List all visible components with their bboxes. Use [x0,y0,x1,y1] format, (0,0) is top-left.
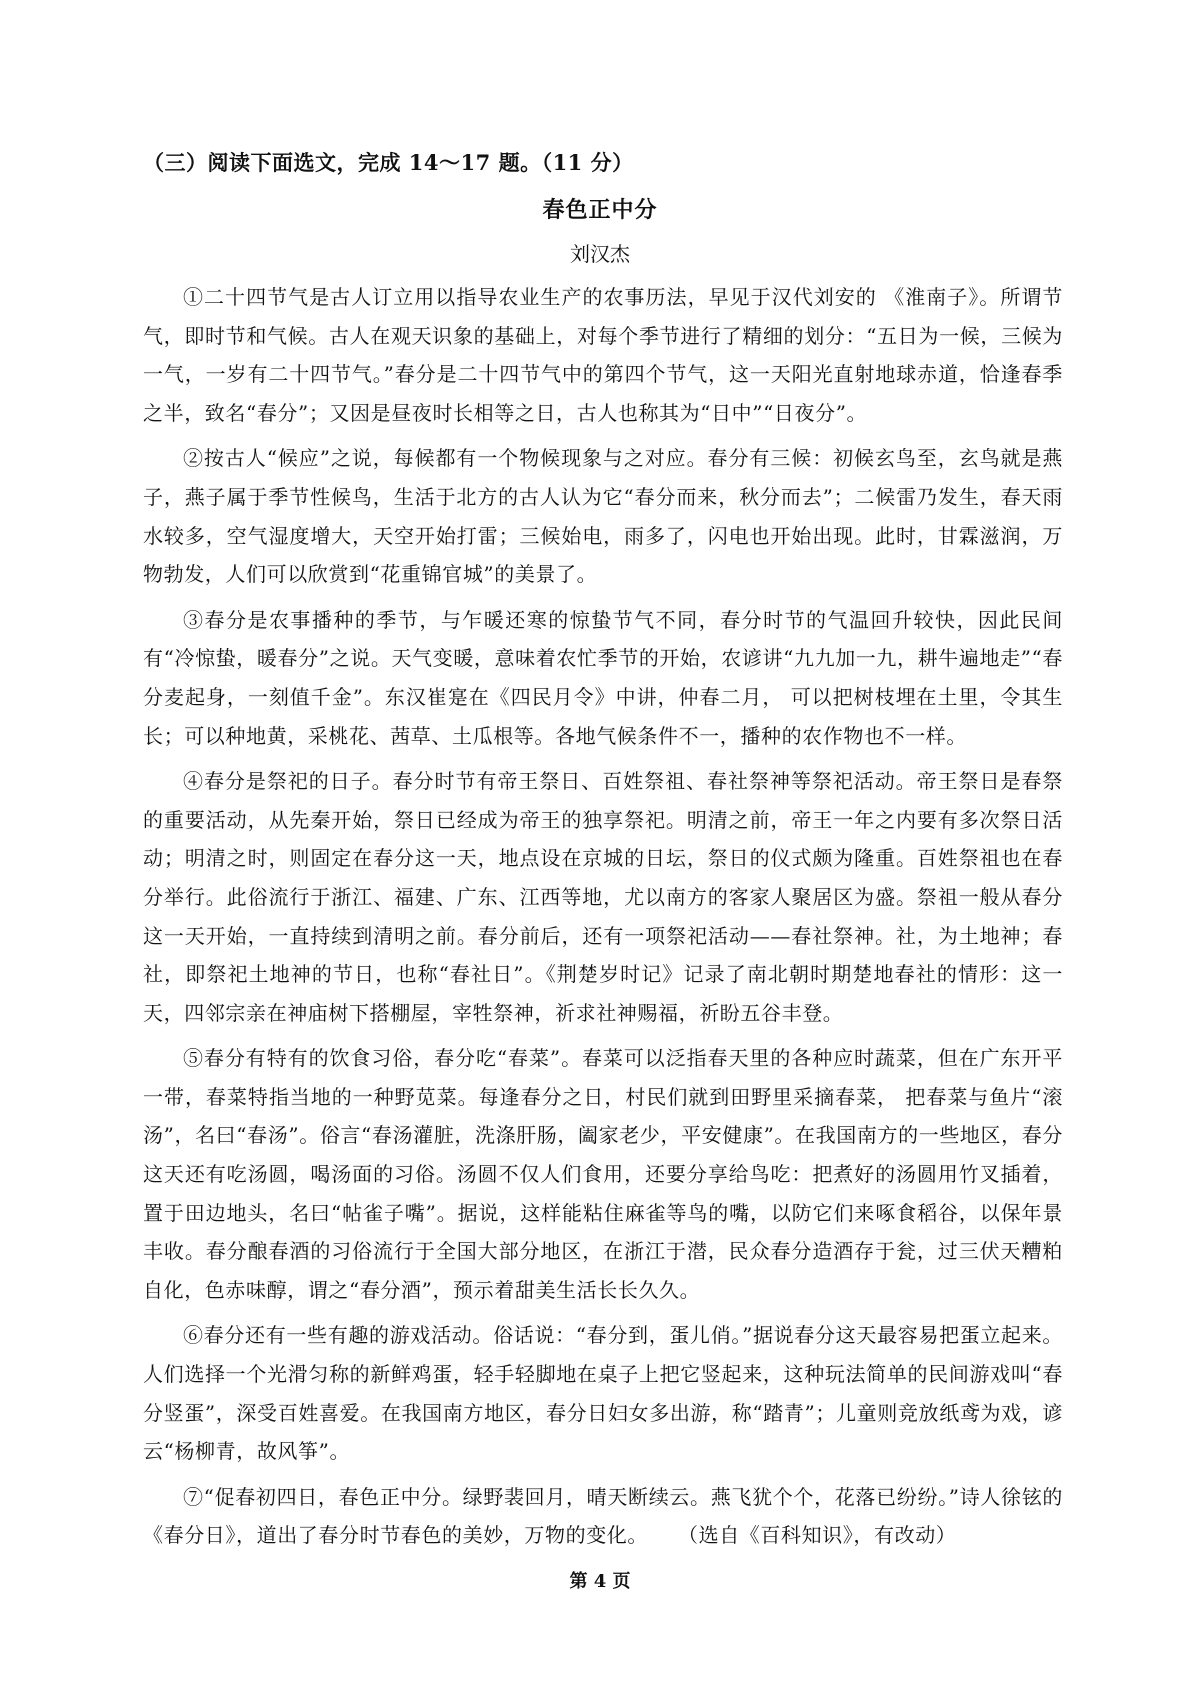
article-body [143,278,1063,1562]
article-title: 春色正中分 [542,197,658,223]
paragraph-7-text: ⑦“促春初四日，春色正中分。绿野裴回月，晴天断续云。燕飞犹个个，花落已纷纷。”诗人徐铉的《春分日》，道出了春分时节春色的美妙，万物的变化。 [143,1484,1063,1548]
paragraph-7 [143,1478,1063,1555]
section-heading: （三）阅读下面选文，完成 14～17 题。（11 分） [143,150,634,175]
paragraph-3: ③春分是农事播种的季节，与乍暖还寒的惊蛰节气不同，春分时节的气温回升较快，因此民间有“冷惊蛰，暖春分”之说。天气变暖，意味着农忙季节的开始，农谚讲“九九加一九，耕牛遍地走”“春分麦起身，一刻值千金”。东汉崔寔在《四民月令》中讲，仲春二月， 可以把树枝埋在土里，令其生长；可以种地黄，采桃花、茜草、土瓜根等。各地气候条件不一，播种的农作物也不一样。 [143,607,1063,748]
paragraph-1: ①二十四节气是古人订立用以指导农业生产的农事历法，早见于汉代刘安的 《淮南子》。所谓节气，即时节和气候。古人在观天识象的基础上，对每个季节进行了精细的划分：“五日为一候，三候为一气，一岁有二十四节气。”春分是二十四节气中的第四个节气，这一天阳光直射地球赤道，恰逢春季之半，致名“春分”；又因是昼夜时长相等之日，古人也称其为“日中”“日夜分”。 [143,285,1063,425]
paragraph-4: ④春分是祭祀的日子。春分时节有帝王祭日、百姓祭祖、春社祭神等祭祀活动。帝王祭日是春祭的重要活动，从先秦开始，祭日已经成为帝王的独享祭祀。明清之前，帝王一年之内要有多次祭日活动；明清之时，则固定在春分这一天，地点设在京城的日坛，祭日的仪式颇为隆重。百姓祭祖也在春分举行。此俗流行于浙江、福建、广东、江西等地，尤以南方的客家人聚居区为盛。祭祖一般从春分这一天开始，一直持续到清明之前。春分前后，还有一项祭祀活动——春社祭神。社，为土地神；春社，即祭祀土地神的节日，也称“春社日”。《荆楚岁时记》记录了南北朝时期楚地春社的情形：这一天，四邻宗亲在神庙树下搭棚屋，宰牲祭神，祈求社神赐福，祈盼五谷丰登。 [143,769,1063,1025]
paragraph-2: ②按古人“候应”之说，每候都有一个物候现象与之对应。春分有三候：初候玄鸟至，玄鸟就是燕子，燕子属于季节性候鸟，生活于北方的古人认为它“春分而来，秋分而去”；二候雷乃发生，春天雨水较多，空气湿度增大，天空开始打雷；三候始电，雨多了，闪电也开始出现。此时，甘霖滋润，万物勃发，人们可以欣赏到“花重锦官城”的美景了。 [143,446,1063,587]
paragraph-6: ⑥春分还有一些有趣的游戏活动。俗话说：“春分到，蛋儿俏。”据说春分这天最容易把蛋立起来。人们选择一个光滑匀称的新鲜鸡蛋，轻手轻脚地在桌子上把它竖起来，这种玩法简单的民间游戏叫“春分竖蛋”，深受百姓喜爱。在我国南方地区，春分日妇女多出游，称“踏青”；儿童则竞放纸鸢为戏，谚云“杨柳青，故风筝”。 [143,1323,1063,1464]
source-note: （选自《百科知识》，有改动） [688,1523,957,1548]
paragraph-5: ⑤春分有特有的饮食习俗，春分吃“春菜”。春菜可以泛指春天里的各种应时蔬菜，但在广东开平一带，春菜特指当地的一种野苋菜。每逢春分之日，村民们就到田野里采摘春菜， 把春菜与鱼片“滚汤”，名曰“春汤”。俗言“春汤灌脏，洗涤肝肠，阖家老少，平安健康”。在我国南方的一些地区，春分这天还有吃汤圆，喝汤面的习俗。汤圆不仅人们食用，还要分享给鸟吃：把煮好的汤圆用竹叉插着，置于田边地头，名曰“帖雀子嘴”。据说，这样能粘住麻雀等鸟的嘴，以防它们来啄食稻谷，以保年景丰收。春分酿春酒的习俗流行于全国大部分地区，在浙江于潜，民众春分造酒存于瓮，过三伏天糟粕自化，色赤味醇，谓之“春分酒”，预示着甜美生活长长久久。 [143,1046,1063,1302]
page-number: 第 4 页 [569,1571,631,1592]
article-author: 刘汉杰 [570,242,630,266]
